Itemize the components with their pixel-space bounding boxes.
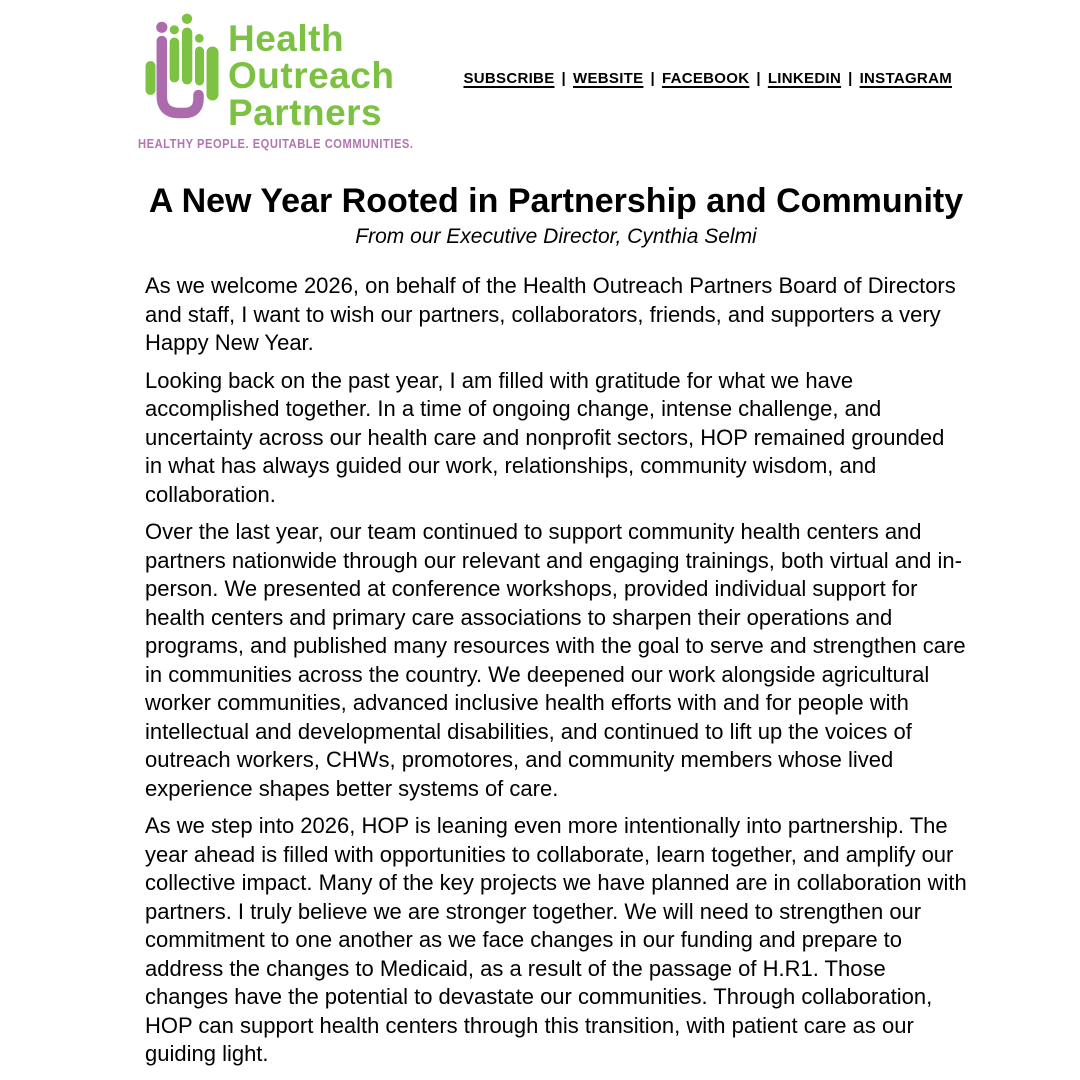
nav-separator: | xyxy=(756,70,761,87)
nav-link-facebook[interactable]: FACEBOOK xyxy=(661,70,750,87)
paragraph: Over the last year, our team continued to support community health centers and partners nationwide through our relevant and engaging trainings, both virtual and in-person. We presented at conference workshops, provided individual support for health centers and primary care associations to sharpen their operations and programs, and published many resources with the goal to serve and strengthen care in communities across the country. We deepened our work alongside agricultural worker communities, advanced inclusive health efforts with and for people with intellectual and developmental disabilities, and continued to lift up the voices of outreach workers, CHWs, promotores, and community members whose lived experience shapes better systems of care. xyxy=(145,519,966,801)
article-byline: From our Executive Director, Cynthia Selmi xyxy=(355,225,757,248)
nav-link-instagram[interactable]: INSTAGRAM xyxy=(859,70,952,87)
article xyxy=(145,180,967,1069)
logo-word-outreach: Outreach xyxy=(228,55,395,96)
paragraph: As we step into 2026, HOP is leaning even more intentionally into partnership. The year ahead is filled with opportunities to collaborate, learn together, and amplify our collective impact. Many of the key projects we have planned are in collaboration with partners. I truly believe we are stronger together. We will need to strengthen our commitment to one another as we face changes in our funding and prepare to address the changes to Medicaid, as a result of the passage of H.R1. Those changes have the potential to devastate our communities. Through collaboration, HOP can support health centers through this transition, with patient care as our guiding light. xyxy=(145,813,967,1066)
paragraph: Looking back on the past year, I am filled with gratitude for what we have accomplished together. In a time of ongoing change, intense challenge, and uncertainty across our health care and nonprofit sectors, HOP remained grounded in what has always guided our work, relationships, community wisdom, and collaboration. xyxy=(145,367,945,507)
paragraph: As we welcome 2026, on behalf of the Health Outreach Partners Board of Directors and staff, I want to wish our partners, collaborators, friends, and supporters a very Happy New Year. xyxy=(145,273,956,355)
nav-link-subscribe[interactable]: SUBSCRIBE xyxy=(463,70,555,87)
nav-link-website[interactable]: WEBSITE xyxy=(573,70,644,87)
article-body xyxy=(145,272,967,1069)
nav-link-linkedin[interactable]: LINKEDIN xyxy=(767,70,842,87)
hop-logo[interactable] xyxy=(135,0,440,158)
nav-separator: | xyxy=(848,70,853,87)
logo-wordmark xyxy=(228,20,394,131)
logo-word-partners: Partners xyxy=(228,92,383,133)
header-nav xyxy=(463,70,952,87)
nav-separator: | xyxy=(561,70,566,87)
nav-separator: | xyxy=(650,70,655,87)
brand-tagline: HEALTHY PEOPLE. EQUITABLE COMMUNITIES. xyxy=(138,136,414,151)
article-title: A New Year Rooted in Partnership and Community xyxy=(148,182,964,220)
logo-word-health: Health xyxy=(228,18,345,59)
